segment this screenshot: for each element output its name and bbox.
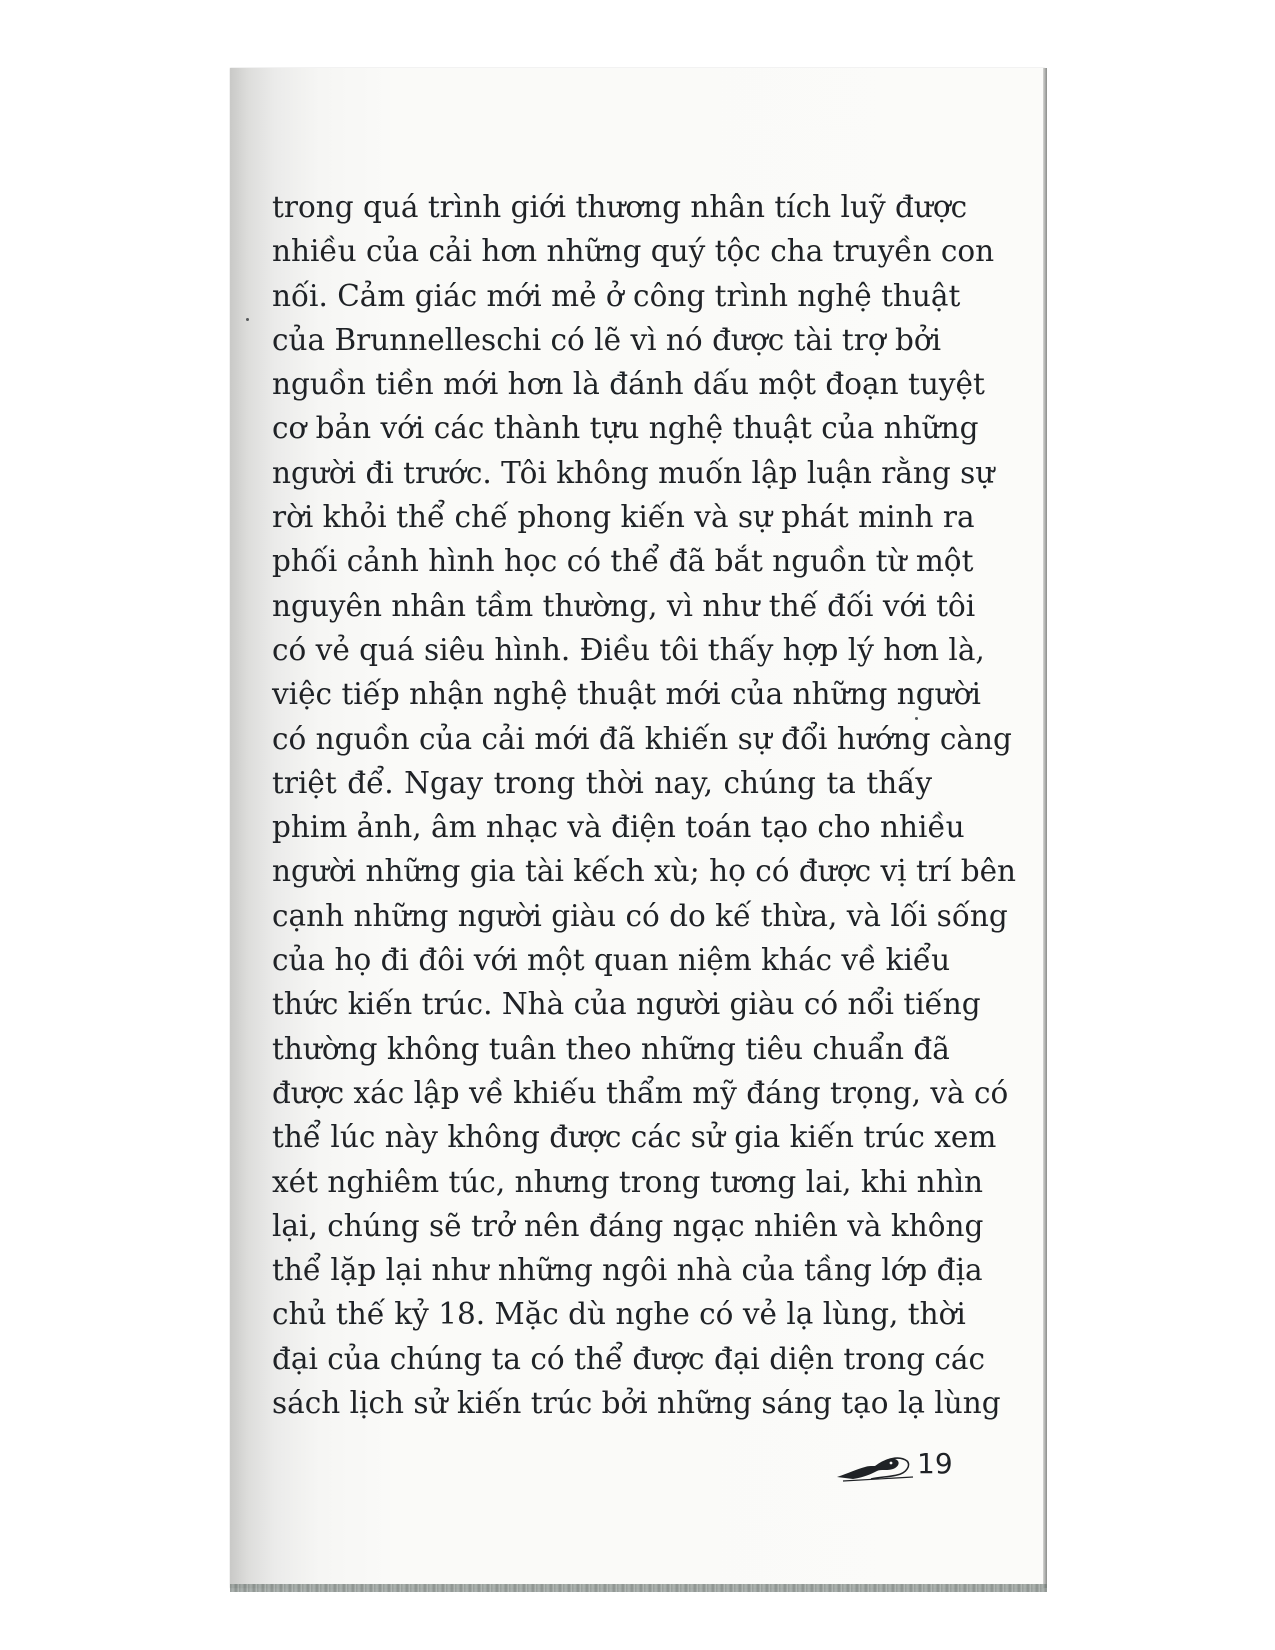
text-line: nguyên nhân tầm thường, vì như thế đối với tôi bbox=[272, 588, 976, 623]
text-line: nhiều của cải hơn những quý tộc cha truyền con bbox=[272, 234, 995, 269]
text-line: được xác lập về khiếu thẩm mỹ đáng trọng, và có bbox=[272, 1075, 1009, 1110]
text-line: người những gia tài kếch xù; họ có được vị trí bên bbox=[272, 854, 1017, 889]
text-line: rời khỏi thể chế phong kiến và sự phát minh ra bbox=[272, 500, 975, 535]
paper-speck bbox=[246, 318, 249, 321]
text-line: người đi trước. Tôi không muốn lập luận rằng sự bbox=[272, 455, 995, 490]
text-line: nguồn tiền mới hơn là đánh dấu một đoạn tuyệt bbox=[272, 367, 985, 402]
text-line: nối. Cảm giác mới mẻ ở công trình nghệ thuật bbox=[272, 278, 961, 313]
text-line: của Brunnelleschi có lẽ vì nó được tài trợ bởi bbox=[272, 322, 942, 357]
bird-flourish-icon bbox=[835, 1453, 915, 1483]
page-number: 19 bbox=[917, 1447, 953, 1480]
text-line: sách lịch sử kiến trúc bởi những sáng tạo lạ lùng bbox=[272, 1386, 1001, 1421]
text-line: chủ thế kỷ 18. Mặc dù nghe có vẻ lạ lùng, thời bbox=[272, 1297, 966, 1332]
text-line: có nguồn của cải mới đã khiến sự đổi hướng càng bbox=[272, 721, 1012, 756]
text-line: trong quá trình giới thương nhân tích luỹ được bbox=[272, 190, 968, 224]
text-line: phối cảnh hình học có thể đã bắt nguồn từ một bbox=[272, 544, 974, 579]
text-line: đại của chúng ta có thể được đại diện trong các bbox=[272, 1341, 985, 1376]
text-line: việc tiếp nhận nghệ thuật mới của những người bbox=[272, 677, 981, 712]
text-line: có vẻ quá siêu hình. Điều tôi thấy hợp lý hơn là, bbox=[272, 632, 985, 667]
text-line: thể lúc này không được các sử gia kiến trúc xem bbox=[272, 1120, 997, 1155]
text-line: của họ đi đôi với một quan niệm khác về kiểu bbox=[272, 943, 951, 978]
text-line: cơ bản với các thành tựu nghệ thuật của những bbox=[272, 411, 979, 446]
page-edge-bottom bbox=[230, 1584, 1047, 1592]
text-line: xét nghiêm túc, nhưng trong tương lai, khi nhìn bbox=[272, 1164, 984, 1199]
body-text bbox=[272, 185, 1017, 1425]
text-line: lại, chúng sẽ trở nên đáng ngạc nhiên và không bbox=[272, 1208, 984, 1243]
text-line: cạnh những người giàu có do kế thừa, và lối sống bbox=[272, 898, 1008, 933]
text-line: thể lặp lại như những ngôi nhà của tầng lớp địa bbox=[272, 1253, 983, 1288]
text-line: thức kiến trúc. Nhà của người giàu có nổi tiếng bbox=[272, 987, 981, 1022]
page-footer bbox=[835, 1445, 953, 1485]
text-line: triệt để. Ngay trong thời nay, chúng ta thấy bbox=[272, 765, 932, 800]
text-line: phim ảnh, âm nhạc và điện toán tạo cho nhiều bbox=[272, 810, 965, 845]
text-line: thường không tuân theo những tiêu chuẩn đã bbox=[272, 1031, 950, 1066]
page-edge-right bbox=[1043, 68, 1047, 1588]
